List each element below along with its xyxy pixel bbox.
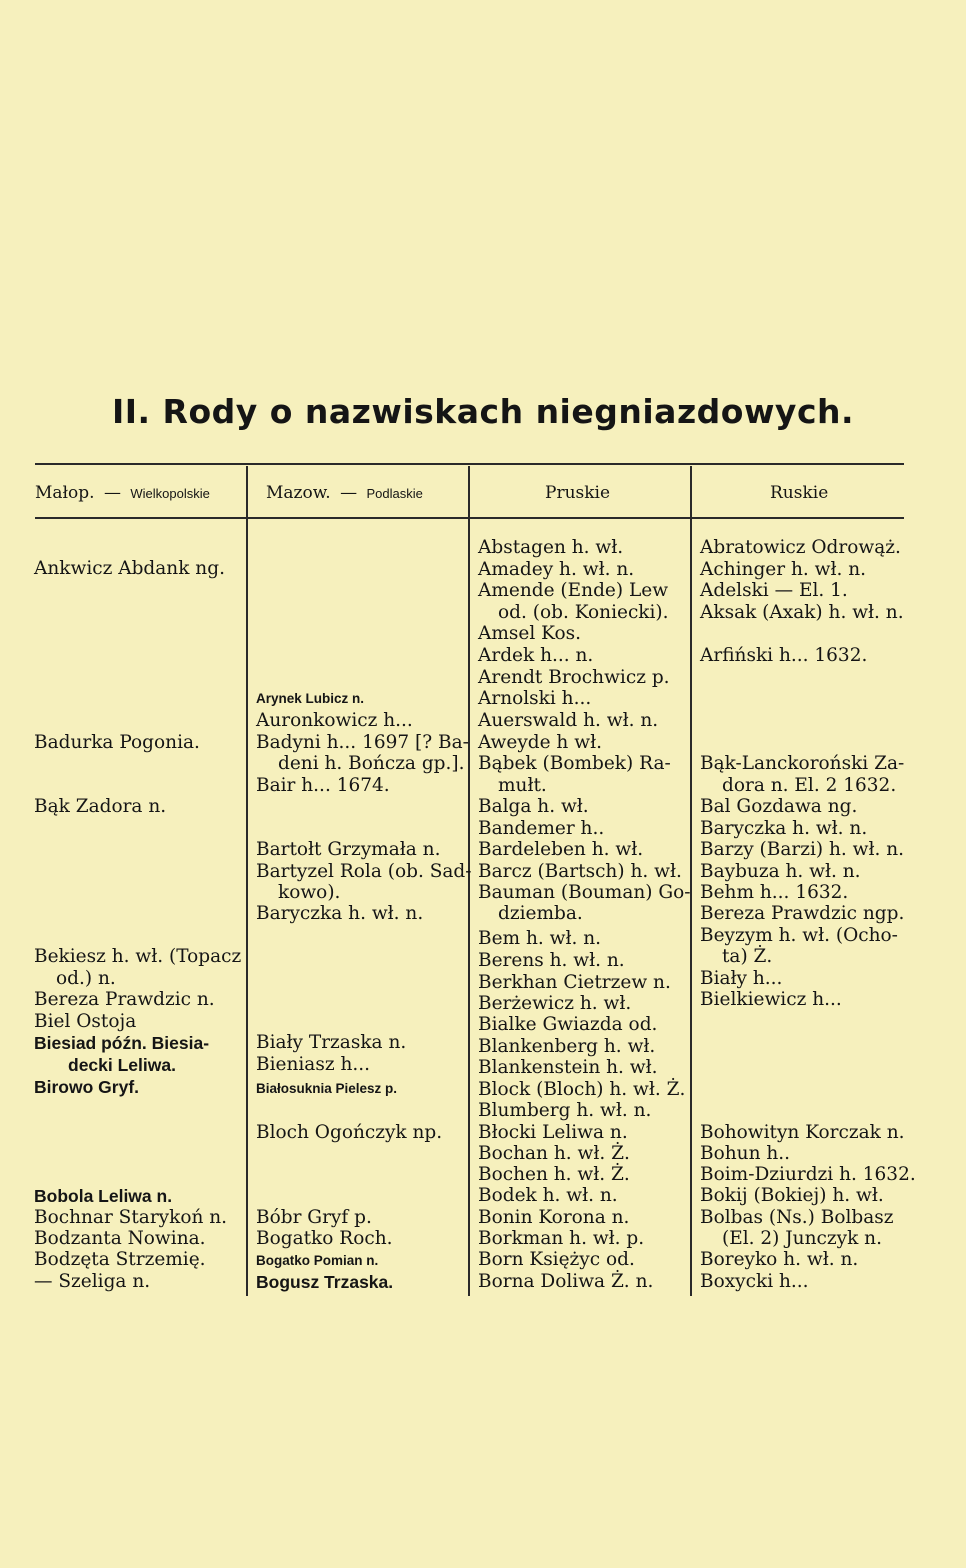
list-item: Bogatko Roch. xyxy=(256,1228,393,1249)
list-item: Barzy (Barzi) h. wł. n. xyxy=(700,839,905,860)
header-malopolskie: Małop. — Wielkopolskie xyxy=(35,483,210,503)
list-item: Bohun h.. xyxy=(700,1143,791,1164)
list-item: Boxycki h... xyxy=(700,1271,809,1292)
list-item: Arnolski h... xyxy=(478,688,592,709)
list-item: Berkhan Cietrzew n. xyxy=(478,972,671,993)
list-item: Biały Trzaska n. xyxy=(256,1032,407,1053)
list-item: Berżewicz h. wł. xyxy=(478,993,632,1014)
list-item: Bąk Zadora n. xyxy=(34,796,167,817)
list-item: Behm h... 1632. xyxy=(700,882,849,903)
list-item: Bąbek (Bombek) Ra- xyxy=(478,753,671,774)
header-bottom-rule xyxy=(35,517,904,519)
list-item: Błocki Leliwa n. xyxy=(478,1122,628,1143)
list-item: (El. 2) Junczyk n. xyxy=(722,1228,882,1249)
list-item: Bem h. wł. n. xyxy=(478,928,602,949)
list-item: deni h. Bończa gp.]. xyxy=(278,753,465,774)
list-item: Amende (Ende) Lew xyxy=(478,580,669,601)
list-item: Bartyzel Rola (ob. Sad- xyxy=(256,861,472,882)
list-item: Bóbr Gryf p. xyxy=(256,1207,372,1228)
list-item: Beyzym h. wł. (Ocho- xyxy=(700,925,898,946)
list-item: Bohowityn Korczak n. xyxy=(700,1122,905,1143)
list-item: Bonin Korona n. xyxy=(478,1207,630,1228)
list-item: Block (Bloch) h. wł. Ż. xyxy=(478,1079,686,1100)
column-divider-1 xyxy=(246,466,248,1296)
header-mazowieckie: Mazow. — Podlaskie xyxy=(266,483,423,503)
list-item: Bochan h. wł. Ż. xyxy=(478,1143,630,1164)
list-item: Aweyde h wł. xyxy=(478,732,602,753)
list-item: dziemba. xyxy=(498,903,583,924)
list-item: Badyni h... 1697 [? Ba- xyxy=(256,732,469,753)
list-item: Bal Gozdawa ng. xyxy=(700,796,858,817)
list-item: Ardek h... n. xyxy=(478,645,594,666)
list-item: Bolbas (Ns.) Bolbasz xyxy=(700,1207,894,1228)
list-item: Bekiesz h. wł. (Topacz xyxy=(34,946,242,967)
header-ruskie: Ruskie xyxy=(770,483,829,503)
column-divider-3 xyxy=(690,466,692,1296)
list-item: Baybuza h. wł. n. xyxy=(700,861,861,882)
list-item: Born Księżyc od. xyxy=(478,1249,635,1270)
list-item: Baryczka h. wł. n. xyxy=(256,903,424,924)
list-item: Borkman h. wł. p. xyxy=(478,1228,645,1249)
list-item: Bieniasz h... xyxy=(256,1054,370,1075)
list-item: Amsel Kos. xyxy=(478,623,581,644)
list-item: Arfiński h... 1632. xyxy=(700,645,868,666)
list-item: od.) n. xyxy=(56,968,116,989)
list-item: Baryczka h. wł. n. xyxy=(700,818,868,839)
list-item: Arendt Brochwicz p. xyxy=(478,667,670,688)
list-item: Adelski — El. 1. xyxy=(700,580,848,601)
list-item: Auronkowicz h... xyxy=(256,710,413,731)
list-item: Bauman (Bouman) Go- xyxy=(478,882,691,903)
list-item: Abstagen h. wł. xyxy=(478,537,624,558)
list-item: Birowo Gryf. xyxy=(34,1077,140,1097)
list-item: Bialke Gwiazda od. xyxy=(478,1014,658,1035)
list-item: decki Leliwa. xyxy=(68,1055,176,1075)
list-item: Blumberg h. wł. n. xyxy=(478,1100,652,1121)
list-item: Bąk-Lanckoroński Za- xyxy=(700,753,905,774)
list-item: Bloch Ogończyk np. xyxy=(256,1122,443,1143)
list-item: Bodzanta Nowina. xyxy=(34,1228,206,1249)
list-item: Blankenberg h. wł. xyxy=(478,1036,656,1057)
list-item: Białosuknia Pielesz p. xyxy=(256,1081,398,1096)
header-pruskie: Pruskie xyxy=(545,483,611,503)
list-item: Auerswald h. wł. n. xyxy=(478,710,659,731)
list-item: Bair h... 1674. xyxy=(256,775,390,796)
list-item: Amadey h. wł. n. xyxy=(478,559,635,580)
list-item: Boim-Dziurdzi h. 1632. xyxy=(700,1164,916,1185)
list-item: Bielkiewicz h... xyxy=(700,989,842,1010)
list-item: kowo). xyxy=(278,882,341,903)
list-item: Bandemer h.. xyxy=(478,818,605,839)
list-item: Berens h. wł. n. xyxy=(478,950,625,971)
list-item: Biały h... xyxy=(700,968,783,989)
list-item: Barcz (Bartsch) h. wł. xyxy=(478,861,682,882)
list-item: Bochen h. wł. Ż. xyxy=(478,1164,630,1185)
list-item: Borna Doliwa Ż. n. xyxy=(478,1271,654,1292)
list-item: dora n. El. 2 1632. xyxy=(722,775,897,796)
header-top-rule xyxy=(35,463,904,465)
list-item: Bobola Leliwa n. xyxy=(34,1186,173,1206)
list-item: Bogatko Pomian n. xyxy=(256,1253,379,1268)
list-item: Abratowicz Odrowąż. xyxy=(700,537,901,558)
list-item: Arynek Lubicz n. xyxy=(256,691,365,706)
list-item: Bokij (Bokiej) h. wł. xyxy=(700,1185,884,1206)
list-item: Balga h. wł. xyxy=(478,796,589,817)
list-item: Bardeleben h. wł. xyxy=(478,839,644,860)
list-item: Bogusz Trzaska. xyxy=(256,1272,394,1292)
list-item: Achinger h. wł. n. xyxy=(700,559,867,580)
page-title: II. Rody o nazwiskach niegniazdowych. xyxy=(111,392,855,431)
list-item: Biesiad późn. Biesia- xyxy=(34,1033,210,1053)
list-item: Boreyko h. wł. n. xyxy=(700,1249,859,1270)
list-item: Bartołt Grzymała n. xyxy=(256,839,441,860)
list-item: od. (ob. Koniecki). xyxy=(498,602,669,623)
list-item: Bodek h. wł. n. xyxy=(478,1185,618,1206)
list-item: Aksak (Axak) h. wł. n. xyxy=(700,602,904,623)
list-item: Bereza Prawdzic ngp. xyxy=(700,903,905,924)
list-item: Ankwicz Abdank ng. xyxy=(34,558,225,579)
list-item: mułt. xyxy=(498,775,547,796)
list-item: Bodzęta Strzemię. xyxy=(34,1249,206,1270)
list-item: Bochnar Starykoń n. xyxy=(34,1207,228,1228)
list-item: Blankenstein h. wł. xyxy=(478,1057,658,1078)
list-item: Badurka Pogonia. xyxy=(34,732,200,753)
list-item: Biel Ostoja xyxy=(34,1011,137,1032)
list-item: ta) Ż. xyxy=(722,946,773,967)
list-item: — Szeliga n. xyxy=(34,1271,151,1292)
list-item: Bereza Prawdzic n. xyxy=(34,989,215,1010)
